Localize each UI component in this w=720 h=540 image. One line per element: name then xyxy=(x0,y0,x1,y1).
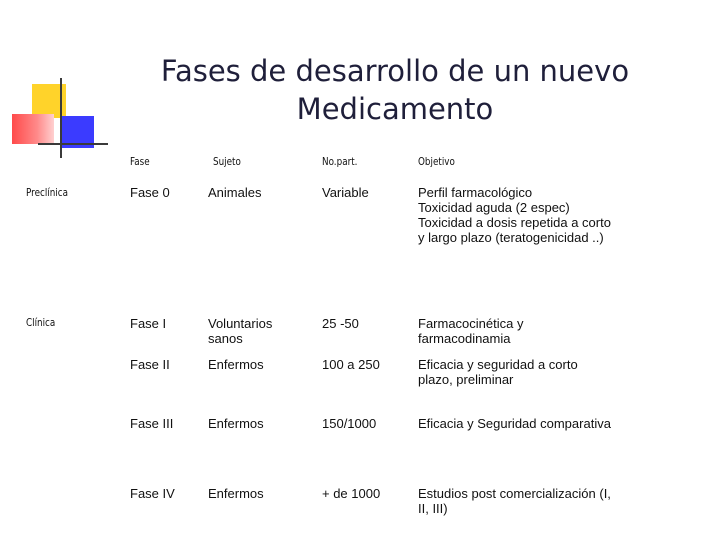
cell-objetivo: Eficacia y Seguridad comparativa xyxy=(418,416,611,431)
cell-objetivo: Farmacocinética y farmacodinamia xyxy=(418,316,524,346)
cell-fase: Fase IV xyxy=(130,486,175,501)
cell-fase: Fase II xyxy=(130,357,170,372)
cell-objetivo: Eficacia y seguridad a corto plazo, preliminar xyxy=(418,357,578,387)
cell-fase: Fase I xyxy=(130,316,167,331)
cell-sujeto: Enfermos xyxy=(208,357,264,372)
red-square xyxy=(12,114,54,144)
slide-title: Fases de desarrollo de un nuevo Medicamento xyxy=(160,54,630,126)
cell-fase: Fase 0 xyxy=(130,185,170,200)
cell-fase: Fase III xyxy=(130,416,174,431)
cell-sujeto: Enfermos xyxy=(208,416,264,431)
header-objetivo: Objetivo xyxy=(418,155,455,168)
header-no-part: No.part. xyxy=(322,155,358,168)
slide-logo-decoration xyxy=(0,0,120,170)
stage-label-clinica: Clínica xyxy=(26,316,56,329)
header-sujeto: Sujeto xyxy=(213,155,241,168)
vertical-line xyxy=(60,78,62,158)
cell-sujeto: Enfermos xyxy=(208,486,264,501)
cell-part: + de 1000 xyxy=(322,486,381,501)
cell-objetivo: Perfil farmacológico Toxicidad aguda (2 espec) Toxicidad a dosis repetida a corto y largo plazo (teratogenicidad ..) xyxy=(418,185,611,245)
horizontal-line xyxy=(38,143,108,145)
cell-part: Variable xyxy=(322,185,369,200)
cell-part: 150/1000 xyxy=(322,416,377,431)
cell-sujeto: Animales xyxy=(208,185,262,200)
cell-part: 100 a 250 xyxy=(322,357,380,372)
stage-label-preclinica: Preclínica xyxy=(26,186,68,199)
cell-objetivo: Estudios post comercialización (I, II, III) xyxy=(418,486,611,516)
cell-part: 25 -50 xyxy=(322,316,359,331)
cell-sujeto: Voluntarios sanos xyxy=(208,316,273,346)
header-fase: Fase xyxy=(130,155,150,168)
